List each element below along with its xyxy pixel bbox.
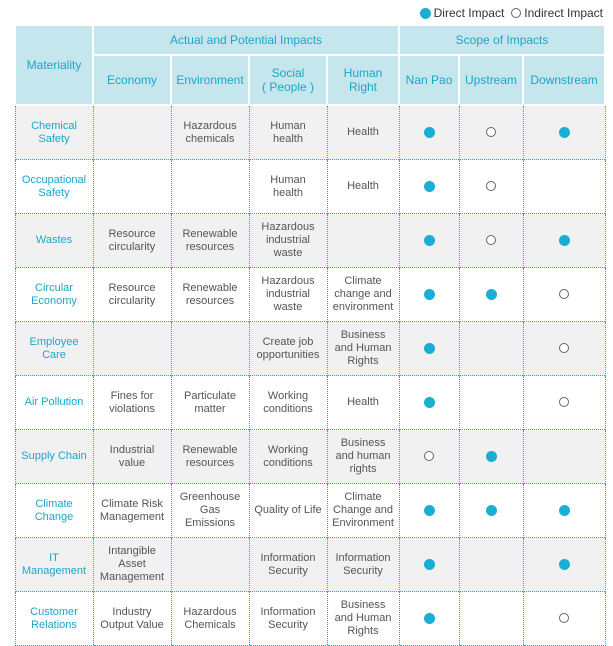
table-row [15, 430, 605, 484]
cell-human-right: Climate Change and Environment [327, 484, 399, 538]
cell-social: Human health [249, 105, 327, 160]
cell-economy: Intangible Asset Management [93, 538, 171, 592]
cell-nanpao [399, 322, 459, 376]
header-nanpao: Nan Pao [399, 55, 459, 105]
cell-upstream [459, 484, 523, 538]
filled-circle-icon [424, 343, 435, 354]
filled-circle-icon [486, 451, 497, 462]
header-human-right: Human Right [327, 55, 399, 105]
cell-upstream [459, 214, 523, 268]
cell-environment: Hazardous Chemicals [171, 592, 249, 646]
cell-economy: Industrial value [93, 430, 171, 484]
cell-environment: Renewable resources [171, 214, 249, 268]
filled-circle-icon [559, 235, 570, 246]
cell-downstream [523, 322, 605, 376]
cell-environment: Renewable resources [171, 430, 249, 484]
cell-environment: Renewable resources [171, 268, 249, 322]
cell-social: Hazardous industrial waste [249, 214, 327, 268]
cell-downstream [523, 214, 605, 268]
cell-environment: Particulate matter [171, 376, 249, 430]
cell-environment: Hazardous chemicals [171, 105, 249, 160]
cell-materiality: Employee Care [15, 322, 93, 376]
cell-human-right: Information Security [327, 538, 399, 592]
cell-human-right: Business and human rights [327, 430, 399, 484]
cell-downstream [523, 160, 605, 214]
open-circle-icon [486, 235, 496, 245]
filled-circle-icon [559, 559, 570, 570]
header-economy: Economy [93, 55, 171, 105]
cell-economy [93, 160, 171, 214]
header-materiality: Materiality [15, 25, 93, 105]
cell-human-right: Business and Human Rights [327, 322, 399, 376]
legend-indirect [511, 6, 603, 20]
filled-circle-icon [424, 613, 435, 624]
table-row [15, 268, 605, 322]
cell-upstream [459, 160, 523, 214]
cell-upstream [459, 538, 523, 592]
cell-nanpao [399, 105, 459, 160]
header-upstream: Upstream [459, 55, 523, 105]
open-circle-icon [511, 8, 521, 18]
cell-materiality: Supply Chain [15, 430, 93, 484]
cell-downstream [523, 105, 605, 160]
legend-indirect-label: Indirect Impact [524, 6, 603, 20]
table-row [15, 214, 605, 268]
cell-environment [171, 538, 249, 592]
cell-upstream [459, 376, 523, 430]
header-row-columns [15, 55, 605, 105]
legend-direct [420, 6, 505, 20]
cell-social: Hazardous industrial waste [249, 268, 327, 322]
impact-legend [417, 6, 603, 20]
cell-economy [93, 322, 171, 376]
cell-human-right: Health [327, 160, 399, 214]
filled-circle-icon [424, 127, 435, 138]
cell-materiality: Air Pollution [15, 376, 93, 430]
cell-human-right: Business and Human Rights [327, 592, 399, 646]
open-circle-icon [559, 289, 569, 299]
cell-downstream [523, 268, 605, 322]
table-row [15, 592, 605, 646]
cell-nanpao [399, 214, 459, 268]
cell-social: Working conditions [249, 430, 327, 484]
table-row [15, 538, 605, 592]
cell-human-right: Health [327, 105, 399, 160]
cell-nanpao [399, 538, 459, 592]
cell-nanpao [399, 268, 459, 322]
cell-social: Create job opportunities [249, 322, 327, 376]
table-row [15, 160, 605, 214]
cell-materiality: Circular Economy [15, 268, 93, 322]
cell-social: Information Security [249, 592, 327, 646]
cell-human-right: Health [327, 376, 399, 430]
table-row [15, 105, 605, 160]
filled-circle-icon [424, 235, 435, 246]
cell-social: Information Security [249, 538, 327, 592]
filled-circle-icon [424, 181, 435, 192]
open-circle-icon [559, 613, 569, 623]
cell-human-right [327, 214, 399, 268]
cell-downstream [523, 538, 605, 592]
table-row [15, 484, 605, 538]
cell-downstream [523, 592, 605, 646]
cell-economy: Resource circularity [93, 214, 171, 268]
filled-circle-icon [424, 559, 435, 570]
table-row [15, 376, 605, 430]
cell-downstream [523, 376, 605, 430]
open-circle-icon [486, 127, 496, 137]
cell-upstream [459, 592, 523, 646]
header-environment: Environment [171, 55, 249, 105]
header-impacts-group: Actual and Potential Impacts [93, 25, 399, 55]
header-social: Social ( People ) [249, 55, 327, 105]
cell-upstream [459, 268, 523, 322]
cell-economy: Resource circularity [93, 268, 171, 322]
filled-circle-icon [559, 127, 570, 138]
cell-upstream [459, 105, 523, 160]
cell-environment: Greenhouse Gas Emissions [171, 484, 249, 538]
open-circle-icon [424, 451, 434, 461]
cell-materiality: Customer Relations [15, 592, 93, 646]
cell-social: Working conditions [249, 376, 327, 430]
cell-nanpao [399, 484, 459, 538]
cell-materiality: Climate Change [15, 484, 93, 538]
cell-materiality: Chemical Safety [15, 105, 93, 160]
open-circle-icon [559, 397, 569, 407]
cell-environment [171, 322, 249, 376]
legend-direct-label: Direct Impact [433, 6, 505, 20]
cell-nanpao [399, 376, 459, 430]
filled-circle-icon [486, 289, 497, 300]
cell-materiality: IT Management [15, 538, 93, 592]
cell-social: Human health [249, 160, 327, 214]
materiality-table [14, 24, 606, 646]
cell-upstream [459, 322, 523, 376]
cell-materiality: Wastes [15, 214, 93, 268]
cell-upstream [459, 430, 523, 484]
cell-economy: Industry Output Value [93, 592, 171, 646]
cell-economy [93, 105, 171, 160]
filled-circle-icon [424, 505, 435, 516]
header-downstream: Downstream [523, 55, 605, 105]
filled-circle-icon [559, 505, 570, 516]
cell-social: Quality of Life [249, 484, 327, 538]
header-row-group [15, 25, 605, 55]
cell-nanpao [399, 160, 459, 214]
cell-economy: Fines for violations [93, 376, 171, 430]
filled-circle-icon [424, 289, 435, 300]
cell-nanpao [399, 430, 459, 484]
table-row [15, 322, 605, 376]
filled-circle-icon [420, 8, 431, 19]
cell-downstream [523, 430, 605, 484]
cell-human-right: Climate change and environment [327, 268, 399, 322]
filled-circle-icon [486, 505, 497, 516]
filled-circle-icon [424, 397, 435, 408]
cell-nanpao [399, 592, 459, 646]
header-scope-group: Scope of Impacts [399, 25, 605, 55]
open-circle-icon [486, 181, 496, 191]
cell-materiality: Occupational Safety [15, 160, 93, 214]
cell-environment [171, 160, 249, 214]
cell-economy: Climate Risk Management [93, 484, 171, 538]
open-circle-icon [559, 343, 569, 353]
cell-downstream [523, 484, 605, 538]
